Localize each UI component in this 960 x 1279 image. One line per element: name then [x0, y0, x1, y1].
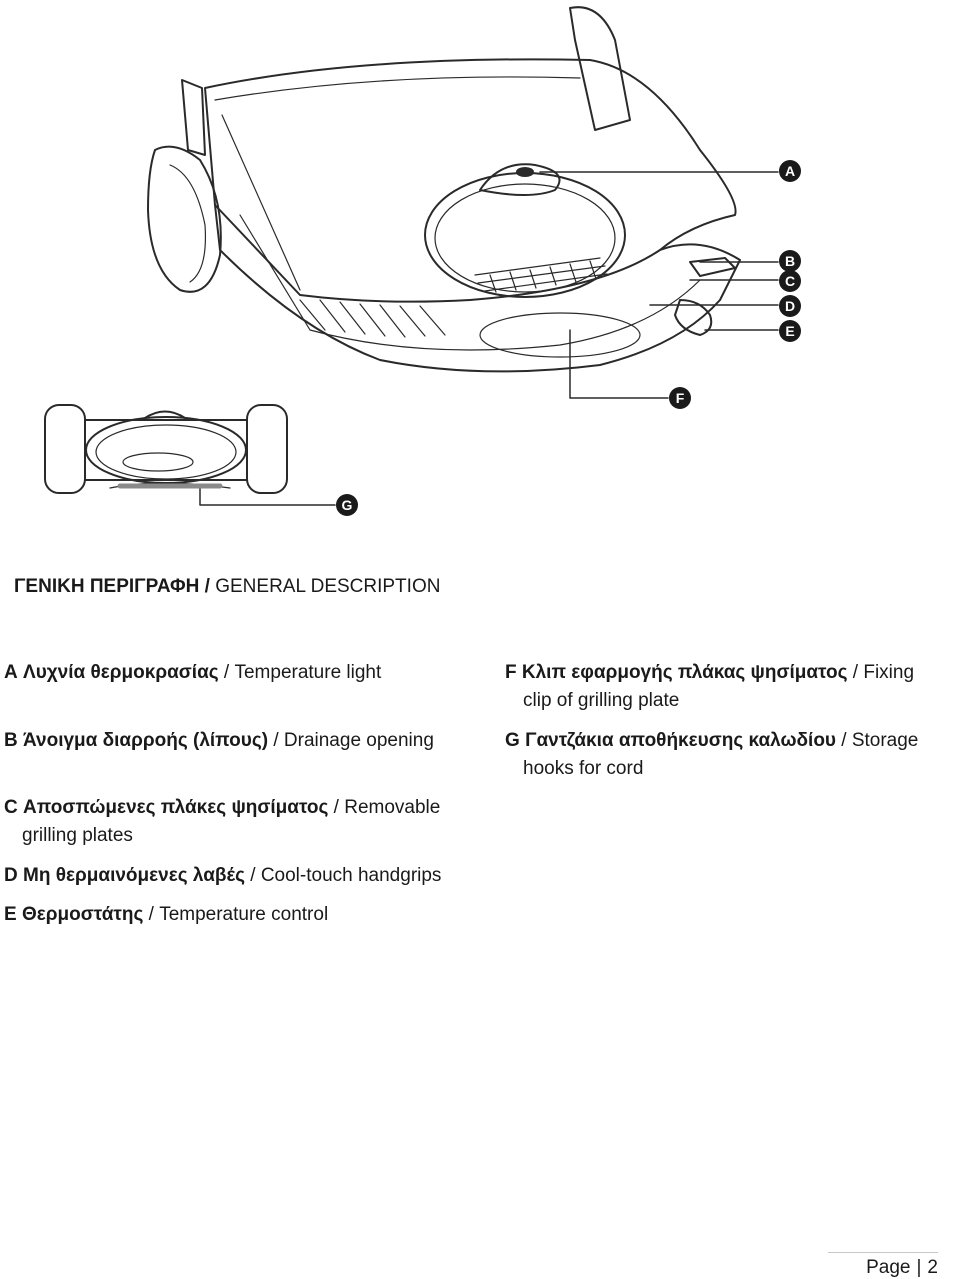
list-item-f — [505, 659, 955, 715]
item-greek: Αποσπώμενες πλάκες ψησίματος — [23, 797, 329, 818]
item-english: / Fixing — [852, 662, 915, 683]
page-footer — [828, 1252, 938, 1279]
page-number: 2 — [927, 1257, 938, 1278]
item-greek: Λυχνία θερμοκρασίας — [23, 662, 219, 683]
item-letter: B — [4, 730, 18, 751]
item-greek: Άνοιγμα διαρροής (λίπους) — [23, 730, 269, 751]
section-heading — [14, 576, 440, 598]
item-greek: Μη θερμαινόμενες λαβές — [23, 865, 245, 886]
callout-g: G — [336, 494, 358, 516]
list-item-g — [505, 727, 955, 783]
item-english-continued: clip of grilling plate — [523, 690, 680, 711]
section-heading-greek: ΓΕΝΙΚΗ ΠΕΡΙΓΡΑΦΗ / — [14, 576, 210, 597]
item-english: / Drainage opening — [273, 730, 434, 751]
list-item-d — [4, 862, 441, 890]
item-english: / Removable — [333, 797, 441, 818]
section-heading-english: GENERAL DESCRIPTION — [215, 576, 441, 597]
callout-b: B — [779, 250, 801, 272]
item-greek: Κλιπ εφαρμογής πλάκας ψησίματος — [521, 662, 848, 683]
page-separator: | — [916, 1257, 922, 1278]
item-greek: Γαντζάκια αποθήκευσης καλωδίου — [525, 730, 836, 751]
grill-illustration — [0, 0, 960, 540]
item-english: / Cool-touch handgrips — [250, 865, 442, 886]
item-letter: E — [4, 904, 17, 925]
item-letter: C — [4, 797, 18, 818]
item-english: / Temperature light — [223, 662, 382, 683]
list-item-a — [4, 659, 381, 687]
list-item-b — [4, 727, 434, 755]
item-letter: F — [505, 662, 517, 683]
callout-e: E — [779, 320, 801, 342]
page-label: Page — [866, 1257, 911, 1278]
item-letter: A — [4, 662, 18, 683]
item-english-continued: hooks for cord — [523, 758, 644, 779]
callout-a: A — [779, 160, 801, 182]
callout-c: C — [779, 270, 801, 292]
callout-d: D — [779, 295, 801, 317]
grill-drawing — [0, 0, 960, 540]
item-greek: Θερμοστάτης — [21, 904, 144, 925]
list-item-c — [4, 794, 484, 850]
list-item-e — [4, 901, 328, 929]
item-english: / Temperature control — [148, 904, 329, 925]
item-english: / Storage — [841, 730, 919, 751]
item-english-continued: grilling plates — [22, 825, 133, 846]
callout-f: F — [669, 387, 691, 409]
item-letter: G — [505, 730, 520, 751]
item-letter: D — [4, 865, 18, 886]
